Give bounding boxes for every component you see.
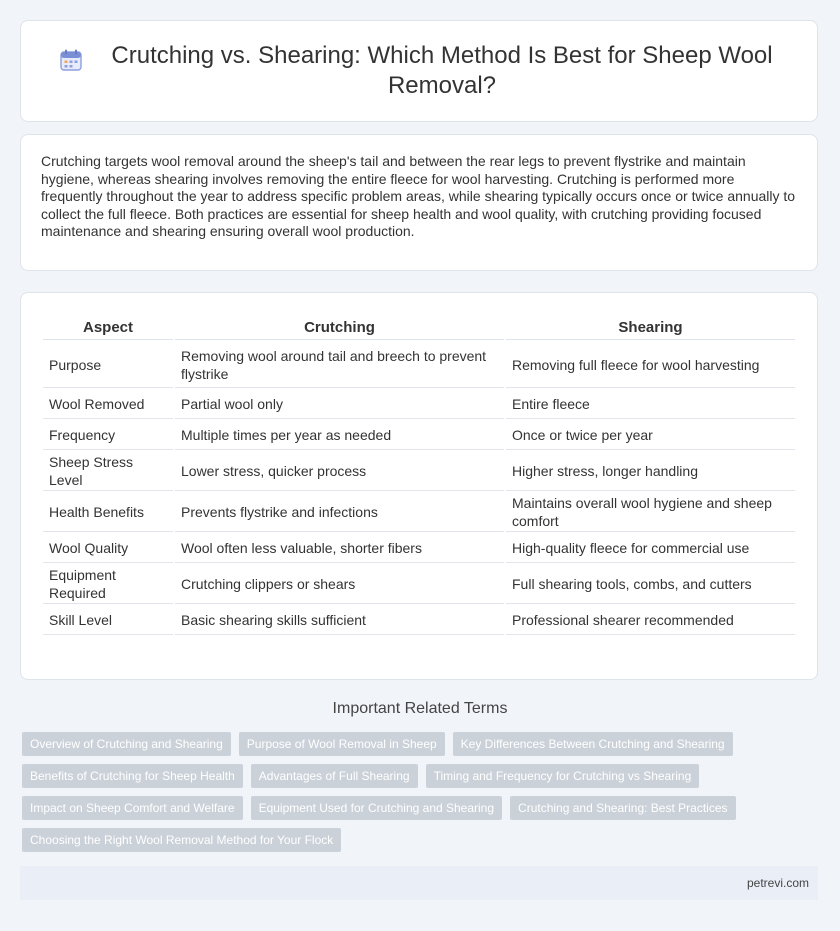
related-term-tag[interactable]: Equipment Used for Crutching and Shearing: [251, 796, 502, 820]
calendar-icon: [59, 48, 83, 72]
related-terms-heading: Important Related Terms: [332, 700, 508, 717]
comparison-table: [41, 313, 797, 637]
table-row: [43, 606, 795, 635]
table-row: [43, 342, 795, 388]
aspect-cell: Wool Quality: [43, 534, 173, 563]
shearing-cell: Maintains overall wool hygiene and sheep comfort: [506, 493, 795, 532]
crutching-cell: Multiple times per year as needed: [175, 421, 504, 450]
page-title: Crutching vs. Shearing: Which Method Is Best for Sheep Wool Removal?: [111, 42, 773, 99]
comparison-table-card: [20, 292, 818, 680]
aspect-cell: Health Benefits: [43, 493, 173, 532]
related-term-tag[interactable]: Benefits of Crutching for Sheep Health: [22, 764, 243, 788]
crutching-cell: Removing wool around tail and breech to prevent flystrike: [175, 342, 504, 388]
aspect-cell: Frequency: [43, 421, 173, 450]
footer-domain-link[interactable]: petrevi.com: [746, 876, 809, 890]
crutching-cell: Wool often less valuable, shorter fibers: [175, 534, 504, 563]
shearing-cell: Full shearing tools, combs, and cutters: [506, 565, 795, 604]
related-term-tag[interactable]: Overview of Crutching and Shearing: [22, 732, 231, 756]
related-term-tag[interactable]: Impact on Sheep Comfort and Welfare: [22, 796, 243, 820]
aspect-cell: Wool Removed: [43, 390, 173, 419]
shearing-cell: Entire fleece: [506, 390, 795, 419]
shearing-cell: Professional shearer recommended: [506, 606, 795, 635]
table-row: [43, 493, 795, 532]
crutching-cell: Partial wool only: [175, 390, 504, 419]
intro-paragraph: Crutching targets wool removal around the sheep's tail and between the rear legs to prevent flystrike and maintain hygiene, whereas shearing involves removing the entire fleece for wool harvesting. Crutching is performed more frequently throughout the year to address specific problem areas, while shearing typically occurs once or twice annually to collect the full fleece. Both practices are essential for sheep health and wool quality, with crutching providing focused maintenance and shearing ensuring overall wool production.: [41, 153, 796, 240]
shearing-cell: Once or twice per year: [506, 421, 795, 450]
crutching-cell: Lower stress, quicker process: [175, 452, 504, 491]
header-shearing: Shearing: [506, 315, 795, 340]
title-card: [20, 20, 818, 122]
header-aspect: Aspect: [43, 315, 173, 340]
related-term-tag[interactable]: Purpose of Wool Removal in Sheep: [239, 732, 445, 756]
footer: [20, 866, 818, 900]
related-term-tag[interactable]: Choosing the Right Wool Removal Method for Your Flock: [22, 828, 341, 852]
table-row: [43, 421, 795, 450]
crutching-cell: Basic shearing skills sufficient: [175, 606, 504, 635]
table-row: [43, 452, 795, 491]
shearing-cell: Removing full fleece for wool harvesting: [506, 342, 795, 388]
related-terms-list: [22, 732, 822, 860]
table-row: [43, 534, 795, 563]
table-row: [43, 565, 795, 604]
related-term-tag[interactable]: Advantages of Full Shearing: [251, 764, 418, 788]
crutching-cell: Prevents flystrike and infections: [175, 493, 504, 532]
aspect-cell: Sheep Stress Level: [43, 452, 173, 491]
related-term-tag[interactable]: Key Differences Between Crutching and Shearing: [453, 732, 733, 756]
aspect-cell: Skill Level: [43, 606, 173, 635]
aspect-cell: Equipment Required: [43, 565, 173, 604]
title-wrap: [59, 41, 779, 101]
aspect-cell: Purpose: [43, 342, 173, 388]
shearing-cell: High-quality fleece for commercial use: [506, 534, 795, 563]
table-header-row: [43, 315, 795, 340]
shearing-cell: Higher stress, longer handling: [506, 452, 795, 491]
header-crutching: Crutching: [175, 315, 504, 340]
table-row: [43, 390, 795, 419]
related-term-tag[interactable]: Crutching and Shearing: Best Practices: [510, 796, 735, 820]
intro-card: [20, 134, 818, 271]
crutching-cell: Crutching clippers or shears: [175, 565, 504, 604]
related-term-tag[interactable]: Timing and Frequency for Crutching vs Shearing: [426, 764, 700, 788]
